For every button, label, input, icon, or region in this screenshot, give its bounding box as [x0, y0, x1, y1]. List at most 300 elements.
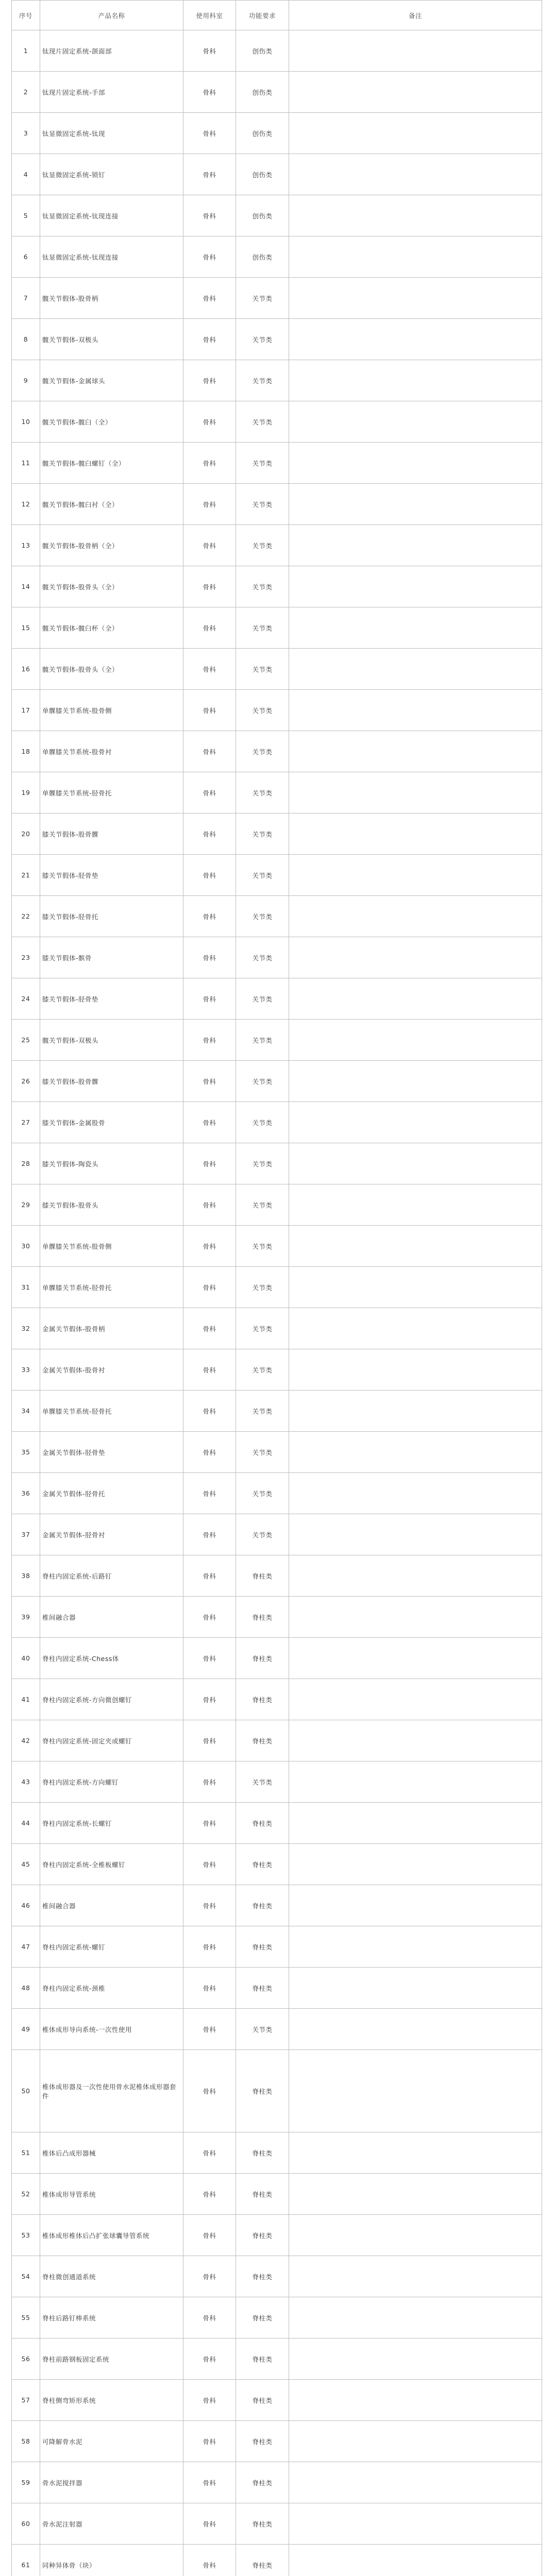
cell-note [289, 1267, 542, 1308]
cell-note [289, 690, 542, 731]
cell-dept: 骨科 [183, 566, 236, 607]
cell-no: 25 [12, 1020, 40, 1061]
cell-note [289, 195, 542, 236]
table-row [12, 1597, 542, 1638]
table-row [12, 772, 542, 814]
cell-req: 关节类 [236, 1184, 289, 1226]
cell-req: 关节类 [236, 484, 289, 525]
cell-name: 髋关节假体-金属球头 [40, 360, 183, 401]
cell-dept: 骨科 [183, 1102, 236, 1143]
cell-dept: 骨科 [183, 978, 236, 1020]
cell-note [289, 2338, 542, 2380]
table-row [12, 1926, 542, 1968]
table-row [12, 195, 542, 236]
cell-req: 关节类 [236, 319, 289, 360]
cell-name: 膝关节假体-髌骨 [40, 937, 183, 978]
cell-dept: 骨科 [183, 2132, 236, 2174]
cell-name: 金属关节假体-股骨衬 [40, 1349, 183, 1391]
table-row [12, 2545, 542, 2576]
cell-note [289, 2009, 542, 2050]
cell-no: 41 [12, 1679, 40, 1720]
cell-note [289, 855, 542, 896]
table-row [12, 1267, 542, 1308]
table-row [12, 2421, 542, 2462]
cell-req: 创伤类 [236, 113, 289, 154]
cell-dept: 骨科 [183, 772, 236, 814]
cell-note [289, 2132, 542, 2174]
cell-no: 19 [12, 772, 40, 814]
cell-req: 关节类 [236, 607, 289, 649]
cell-no: 6 [12, 236, 40, 278]
cell-note [289, 525, 542, 566]
cell-no: 8 [12, 319, 40, 360]
cell-note [289, 2545, 542, 2576]
cell-name: 金属关节假体-胫骨垫 [40, 1432, 183, 1473]
cell-dept: 骨科 [183, 731, 236, 772]
cell-no: 52 [12, 2174, 40, 2215]
cell-req: 脊柱类 [236, 2421, 289, 2462]
cell-dept: 骨科 [183, 2297, 236, 2338]
table-row [12, 814, 542, 855]
cell-name: 髋关节假体-股骨头（全） [40, 566, 183, 607]
cell-note [289, 607, 542, 649]
cell-dept: 骨科 [183, 113, 236, 154]
cell-name: 钛显微固定系统-锁钉 [40, 154, 183, 195]
cell-dept: 骨科 [183, 855, 236, 896]
cell-note [289, 154, 542, 195]
cell-note [289, 2050, 542, 2132]
cell-dept: 骨科 [183, 1968, 236, 2009]
cell-note [289, 2421, 542, 2462]
cell-name: 脊柱前路钢板固定系统 [40, 2338, 183, 2380]
cell-req: 关节类 [236, 2009, 289, 2050]
cell-dept: 骨科 [183, 1926, 236, 1968]
cell-note [289, 1308, 542, 1349]
cell-dept: 骨科 [183, 484, 236, 525]
cell-note [289, 1844, 542, 1885]
cell-name: 膝关节假体-陶瓷头 [40, 1143, 183, 1184]
table-row [12, 2380, 542, 2421]
cell-req: 关节类 [236, 1432, 289, 1473]
cell-dept: 骨科 [183, 2174, 236, 2215]
cell-req: 关节类 [236, 1473, 289, 1514]
cell-note [289, 1638, 542, 1679]
table-row [12, 154, 542, 195]
cell-name: 椎体成形器及一次性使用骨水泥椎体成形器套件 [40, 2050, 183, 2132]
cell-no: 10 [12, 401, 40, 443]
cell-name: 钛显微固定系统-钛现连接 [40, 236, 183, 278]
cell-no: 7 [12, 278, 40, 319]
cell-no: 23 [12, 937, 40, 978]
cell-note [289, 978, 542, 1020]
table-row [12, 731, 542, 772]
cell-name: 脊柱内固定系统-方向螺钉 [40, 1761, 183, 1803]
cell-note [289, 1473, 542, 1514]
cell-note [289, 1143, 542, 1184]
cell-dept: 骨科 [183, 1020, 236, 1061]
cell-name: 单髁膝关节系统-胫骨托 [40, 1391, 183, 1432]
cell-dept: 骨科 [183, 443, 236, 484]
cell-dept: 骨科 [183, 1638, 236, 1679]
cell-no: 40 [12, 1638, 40, 1679]
table-row [12, 2462, 542, 2503]
cell-name: 脊柱内固定系统-固定夹或螺钉 [40, 1720, 183, 1761]
cell-req: 关节类 [236, 1226, 289, 1267]
cell-name: 单髁膝关节系统-股骨侧 [40, 690, 183, 731]
cell-dept: 骨科 [183, 401, 236, 443]
cell-req: 关节类 [236, 360, 289, 401]
cell-req: 关节类 [236, 1391, 289, 1432]
cell-name: 脊柱内固定系统-后路钉 [40, 1555, 183, 1597]
table-row [12, 1844, 542, 1885]
cell-req: 脊柱类 [236, 2050, 289, 2132]
cell-note [289, 1061, 542, 1102]
cell-note [289, 1679, 542, 1720]
cell-dept: 骨科 [183, 2503, 236, 2545]
cell-name: 髋关节假体-双极头 [40, 319, 183, 360]
cell-note [289, 443, 542, 484]
cell-req: 脊柱类 [236, 1885, 289, 1926]
cell-dept: 骨科 [183, 1473, 236, 1514]
cell-name: 髋关节假体-髋臼螺钉（全） [40, 443, 183, 484]
cell-note [289, 2380, 542, 2421]
cell-no: 60 [12, 2503, 40, 2545]
table-row [12, 566, 542, 607]
table-row [12, 1555, 542, 1597]
cell-dept: 骨科 [183, 690, 236, 731]
cell-note [289, 2297, 542, 2338]
cell-dept: 骨科 [183, 2545, 236, 2576]
cell-no: 2 [12, 72, 40, 113]
cell-no: 28 [12, 1143, 40, 1184]
table-row [12, 484, 542, 525]
cell-req: 关节类 [236, 1308, 289, 1349]
cell-dept: 骨科 [183, 278, 236, 319]
table-header-row [12, 1, 542, 30]
cell-no: 14 [12, 566, 40, 607]
cell-note [289, 566, 542, 607]
cell-req: 关节类 [236, 1267, 289, 1308]
cell-req: 创伤类 [236, 236, 289, 278]
cell-note [289, 1555, 542, 1597]
table-row [12, 855, 542, 896]
cell-name: 膝关节假体-胫骨垫 [40, 978, 183, 1020]
cell-name: 金属关节假体-胫骨衬 [40, 1514, 183, 1555]
cell-name: 椎间融合器 [40, 1597, 183, 1638]
cell-name: 单髁膝关节系统-股骨衬 [40, 731, 183, 772]
cell-req: 脊柱类 [236, 2462, 289, 2503]
cell-dept: 骨科 [183, 1391, 236, 1432]
cell-note [289, 772, 542, 814]
cell-note [289, 2174, 542, 2215]
cell-name: 脊柱微创通道系统 [40, 2256, 183, 2297]
cell-dept: 骨科 [183, 2050, 236, 2132]
cell-req: 关节类 [236, 1102, 289, 1143]
cell-name: 脊柱内固定系统-螺钉 [40, 1926, 183, 1968]
table-row [12, 1308, 542, 1349]
cell-note [289, 1885, 542, 1926]
cell-no: 32 [12, 1308, 40, 1349]
cell-dept: 骨科 [183, 1226, 236, 1267]
cell-req: 关节类 [236, 1514, 289, 1555]
cell-no: 9 [12, 360, 40, 401]
table-row [12, 1226, 542, 1267]
cell-dept: 骨科 [183, 1349, 236, 1391]
table-row [12, 2297, 542, 2338]
header-no: 序号 [12, 1, 40, 30]
table-row [12, 1143, 542, 1184]
cell-name: 单髁膝关节系统-胫骨托 [40, 772, 183, 814]
cell-req: 关节类 [236, 1761, 289, 1803]
cell-no: 17 [12, 690, 40, 731]
cell-no: 5 [12, 195, 40, 236]
cell-name: 膝关节假体-股骨髁 [40, 1061, 183, 1102]
cell-dept: 骨科 [183, 2338, 236, 2380]
cell-dept: 骨科 [183, 2256, 236, 2297]
table-row [12, 937, 542, 978]
cell-dept: 骨科 [183, 1597, 236, 1638]
cell-dept: 骨科 [183, 30, 236, 72]
cell-req: 关节类 [236, 772, 289, 814]
cell-req: 关节类 [236, 978, 289, 1020]
cell-req: 关节类 [236, 1061, 289, 1102]
cell-dept: 骨科 [183, 1679, 236, 1720]
cell-name: 可降解骨水泥 [40, 2421, 183, 2462]
cell-note [289, 1514, 542, 1555]
cell-note [289, 484, 542, 525]
cell-name: 髋关节假体-双极头 [40, 1020, 183, 1061]
cell-no: 59 [12, 2462, 40, 2503]
cell-dept: 骨科 [183, 937, 236, 978]
cell-note [289, 1926, 542, 1968]
cell-note [289, 72, 542, 113]
cell-req: 关节类 [236, 690, 289, 731]
cell-dept: 骨科 [183, 1844, 236, 1885]
cell-note [289, 814, 542, 855]
cell-name: 骨水泥注射器 [40, 2503, 183, 2545]
cell-no: 43 [12, 1761, 40, 1803]
cell-req: 脊柱类 [236, 2174, 289, 2215]
cell-no: 47 [12, 1926, 40, 1968]
table-row [12, 1885, 542, 1926]
table-row [12, 2338, 542, 2380]
table-row [12, 72, 542, 113]
table-row [12, 2215, 542, 2256]
table-row [12, 2132, 542, 2174]
cell-no: 44 [12, 1803, 40, 1844]
cell-name: 脊柱内固定系统-颈椎 [40, 1968, 183, 2009]
cell-no: 46 [12, 1885, 40, 1926]
table-row [12, 319, 542, 360]
cell-note [289, 1597, 542, 1638]
cell-no: 56 [12, 2338, 40, 2380]
cell-no: 4 [12, 154, 40, 195]
cell-no: 51 [12, 2132, 40, 2174]
cell-dept: 骨科 [183, 1803, 236, 1844]
cell-dept: 骨科 [183, 1761, 236, 1803]
cell-req: 脊柱类 [236, 1926, 289, 1968]
cell-no: 61 [12, 2545, 40, 2576]
table-row [12, 1391, 542, 1432]
cell-no: 29 [12, 1184, 40, 1226]
cell-note [289, 731, 542, 772]
cell-name: 同种异体骨（块） [40, 2545, 183, 2576]
cell-req: 关节类 [236, 278, 289, 319]
cell-req: 脊柱类 [236, 2256, 289, 2297]
cell-no: 53 [12, 2215, 40, 2256]
cell-no: 27 [12, 1102, 40, 1143]
cell-dept: 骨科 [183, 2421, 236, 2462]
table-row [12, 1968, 542, 2009]
cell-name: 椎体后凸成形器械 [40, 2132, 183, 2174]
cell-no: 45 [12, 1844, 40, 1885]
cell-note [289, 113, 542, 154]
cell-req: 脊柱类 [236, 2380, 289, 2421]
cell-no: 30 [12, 1226, 40, 1267]
cell-note [289, 1720, 542, 1761]
cell-no: 15 [12, 607, 40, 649]
cell-req: 创伤类 [236, 30, 289, 72]
cell-req: 关节类 [236, 814, 289, 855]
cell-no: 12 [12, 484, 40, 525]
cell-req: 脊柱类 [236, 1720, 289, 1761]
cell-note [289, 937, 542, 978]
cell-no: 21 [12, 855, 40, 896]
cell-note [289, 1184, 542, 1226]
cell-name: 椎体成形导向系统-一次性使用 [40, 2009, 183, 2050]
cell-note [289, 1432, 542, 1473]
table-row [12, 896, 542, 937]
cell-req: 关节类 [236, 401, 289, 443]
table-row [12, 443, 542, 484]
cell-no: 1 [12, 30, 40, 72]
header-dept: 使用科室 [183, 1, 236, 30]
cell-note [289, 360, 542, 401]
cell-dept: 骨科 [183, 1061, 236, 1102]
cell-no: 48 [12, 1968, 40, 2009]
cell-note [289, 1226, 542, 1267]
cell-note [289, 2503, 542, 2545]
table-row [12, 113, 542, 154]
cell-name: 脊柱后路钉棒系统 [40, 2297, 183, 2338]
table-body [12, 1, 542, 2576]
cell-req: 关节类 [236, 443, 289, 484]
cell-dept: 骨科 [183, 814, 236, 855]
cell-no: 24 [12, 978, 40, 1020]
cell-req: 脊柱类 [236, 1555, 289, 1597]
cell-note [289, 30, 542, 72]
cell-dept: 骨科 [183, 1514, 236, 1555]
document [11, 0, 542, 2576]
cell-req: 脊柱类 [236, 2338, 289, 2380]
cell-note [289, 319, 542, 360]
table-row [12, 1720, 542, 1761]
cell-note [289, 1761, 542, 1803]
table-row [12, 525, 542, 566]
cell-req: 脊柱类 [236, 2297, 289, 2338]
cell-dept: 骨科 [183, 649, 236, 690]
cell-req: 脊柱类 [236, 2503, 289, 2545]
cell-dept: 骨科 [183, 195, 236, 236]
cell-req: 关节类 [236, 649, 289, 690]
cell-note [289, 401, 542, 443]
table-row [12, 278, 542, 319]
cell-name: 脊柱内固定系统-Chess体 [40, 1638, 183, 1679]
table-row [12, 401, 542, 443]
cell-note [289, 2256, 542, 2297]
cell-note [289, 2215, 542, 2256]
cell-name: 金属关节假体-股骨柄 [40, 1308, 183, 1349]
cell-note [289, 896, 542, 937]
cell-note [289, 2462, 542, 2503]
cell-no: 42 [12, 1720, 40, 1761]
table-row [12, 1679, 542, 1720]
cell-note [289, 1968, 542, 2009]
cell-dept: 骨科 [183, 319, 236, 360]
header-req: 功能要求 [236, 1, 289, 30]
cell-name: 膝关节假体-胫骨托 [40, 896, 183, 937]
cell-no: 33 [12, 1349, 40, 1391]
cell-dept: 骨科 [183, 2215, 236, 2256]
cell-note [289, 278, 542, 319]
cell-note [289, 1349, 542, 1391]
cell-dept: 骨科 [183, 236, 236, 278]
cell-dept: 骨科 [183, 1308, 236, 1349]
cell-name: 膝关节假体-股骨头 [40, 1184, 183, 1226]
cell-req: 关节类 [236, 731, 289, 772]
table-row [12, 690, 542, 731]
cell-name: 金属关节假体-胫骨托 [40, 1473, 183, 1514]
cell-req: 脊柱类 [236, 1803, 289, 1844]
cell-req: 脊柱类 [236, 1968, 289, 2009]
table-row [12, 649, 542, 690]
cell-name: 髋关节假体-股骨柄 [40, 278, 183, 319]
cell-name: 膝关节假体-胫骨垫 [40, 855, 183, 896]
table-row [12, 2009, 542, 2050]
cell-req: 关节类 [236, 525, 289, 566]
cell-dept: 骨科 [183, 1555, 236, 1597]
cell-no: 11 [12, 443, 40, 484]
table-row [12, 360, 542, 401]
table-row [12, 978, 542, 1020]
cell-no: 3 [12, 113, 40, 154]
table-row [12, 2050, 542, 2132]
cell-no: 38 [12, 1555, 40, 1597]
cell-dept: 骨科 [183, 525, 236, 566]
table-row [12, 1020, 542, 1061]
cell-note [289, 1803, 542, 1844]
cell-req: 脊柱类 [236, 1679, 289, 1720]
cell-name: 髋关节假体-股骨柄（全） [40, 525, 183, 566]
cell-req: 创伤类 [236, 72, 289, 113]
cell-name: 钛显微固定系统-钛现连接 [40, 195, 183, 236]
cell-no: 49 [12, 2009, 40, 2050]
cell-req: 关节类 [236, 1020, 289, 1061]
table-row [12, 30, 542, 72]
cell-note [289, 649, 542, 690]
cell-note [289, 236, 542, 278]
cell-req: 脊柱类 [236, 1638, 289, 1679]
table-row [12, 1349, 542, 1391]
cell-no: 58 [12, 2421, 40, 2462]
cell-name: 椎体成形导管系统 [40, 2174, 183, 2215]
cell-name: 髋关节假体-髋臼衬（全） [40, 484, 183, 525]
cell-dept: 骨科 [183, 2380, 236, 2421]
cell-no: 36 [12, 1473, 40, 1514]
table-row [12, 2256, 542, 2297]
cell-dept: 骨科 [183, 896, 236, 937]
cell-req: 创伤类 [236, 154, 289, 195]
